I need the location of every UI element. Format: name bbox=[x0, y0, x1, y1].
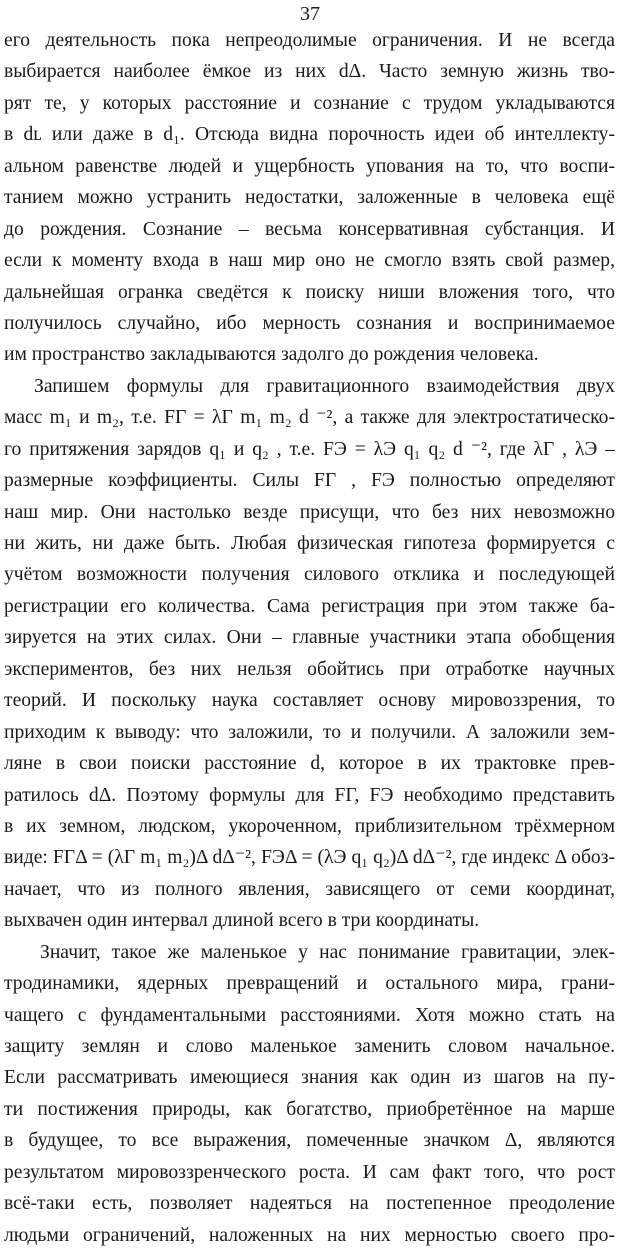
text-line: учётом возможности получения силового отклика и последующей bbox=[4, 564, 615, 586]
text-line: Запишем формулы для гравитационного взаимодействия двух bbox=[34, 375, 615, 397]
text-line: ляне в свои поиски расстояние d, которое в их трактовке прев- bbox=[4, 753, 615, 775]
text-line: размерные коэффициенты. Силы FГ , FЭ полностью определяют bbox=[4, 470, 615, 492]
text-line: его деятельность пока непреодолимые ограничения. И не всегда bbox=[4, 30, 615, 51]
text-line: регистрации его количества. Сама регистрация при этом также ба- bbox=[4, 595, 615, 617]
text-line: Если рассматривать имеющиеся знания как один из шагов на пу- bbox=[4, 1067, 615, 1089]
text-line: альном равенстве людей и ущербность упования на то, что воспи- bbox=[4, 155, 615, 177]
text-line: Значит, такое же маленькое у нас понимание гравитации, элек- bbox=[40, 941, 615, 963]
paragraph bbox=[4, 25, 615, 371]
text-line: начает, что из полного явления, зависящего от семи координат, bbox=[4, 878, 615, 900]
paragraph bbox=[4, 371, 615, 937]
text-line: выбирается наиболее ёмкое из них dΔ. Часто земную жизнь тво- bbox=[4, 61, 615, 83]
text-line: защиту землян и слово маленькое заменить словом начальное. bbox=[4, 1036, 615, 1057]
text-line: масс m₁ и m₂, т.е. FГ = λГ m₁ m₂ d ⁻², а также для электростатическо- bbox=[4, 407, 615, 429]
text-line: рят те, у которых расстояние и сознание с трудом укладываются bbox=[4, 92, 615, 114]
text-line: чащего с фундаментальными расстояниями. Хотя можно стать на bbox=[4, 1004, 615, 1026]
text-line: экспериментов, без них нельзя обойтись при отработке научных bbox=[4, 658, 615, 680]
text-line: всё-таки есть, позволяет надеяться на постепенное преодоление bbox=[4, 1193, 615, 1215]
text-line: теорий. И поскольку наука составляет основу мировоззрения, то bbox=[4, 690, 615, 712]
text-line: результатом мировоззренческого роста. И сам факт того, что рост bbox=[4, 1161, 615, 1183]
text-line: приходим к выводу: что заложили, то и получили. А заложили зем- bbox=[4, 721, 615, 743]
text-line: в будущее, то все выражения, помеченные значком Δ, являются bbox=[4, 1130, 615, 1152]
text-line: дальнейшая огранка сведётся к поиску ниши вложения того, что bbox=[4, 281, 615, 303]
text-line: танием можно устранить недостатки, заложенные в человека ещё bbox=[4, 187, 615, 209]
text-line: го притяжения зарядов q₁ и q₂ , т.е. FЭ = λЭ q₁ q₂ d ⁻², где λГ , λЭ – bbox=[4, 438, 615, 460]
text-line: им пространство закладываются задолго до рождения человека. bbox=[4, 344, 539, 366]
text-line: ни жить, ни даже быть. Любая физическая гипотеза формируется с bbox=[4, 533, 615, 554]
text-line: если к моменту входа в наш мир оно не смогло взять свой размер, bbox=[4, 250, 615, 272]
text-line: в dʟ или даже в d₁. Отсюда видна порочность идеи об интеллекту- bbox=[4, 124, 615, 146]
text-line: до рождения. Сознание – весьма консервативная субстанция. И bbox=[4, 218, 615, 240]
text-line: виде: FГΔ = (λГ m₁ m₂)Δ dΔ⁻², FЭΔ = (λЭ q₁ q₂)Δ dΔ⁻², где индекс Δ обоз- bbox=[4, 847, 615, 869]
text-line: людьми ограничений, наложенных на них мерностью своего про- bbox=[4, 1224, 615, 1246]
page-body bbox=[4, 25, 615, 1251]
text-line: в их земном, людском, укороченном, приблизительном трёхмерном bbox=[4, 815, 615, 837]
text-line: наш мир. Они настолько везде присущи, что без них невозможно bbox=[4, 501, 615, 523]
text-line: зируется на этих силах. Они – главные участники этапа обобщения bbox=[4, 627, 615, 649]
text-line: ти постижения природы, как богатство, приобретённое на марше bbox=[4, 1098, 615, 1120]
text-line: ратилось dΔ. Поэтому формулы для FГ, FЭ необходимо представить bbox=[4, 784, 615, 806]
paragraph bbox=[4, 937, 615, 1251]
page-number: 37 bbox=[300, 3, 320, 25]
text-line: выхвачен один интервал длиной всего в три координаты. bbox=[4, 910, 480, 932]
text-line: тродинамики, ядерных превращений и остального мира, грани- bbox=[4, 973, 615, 995]
text-line: получилось случайно, ибо мерность сознания и воспринимаемое bbox=[4, 312, 615, 334]
